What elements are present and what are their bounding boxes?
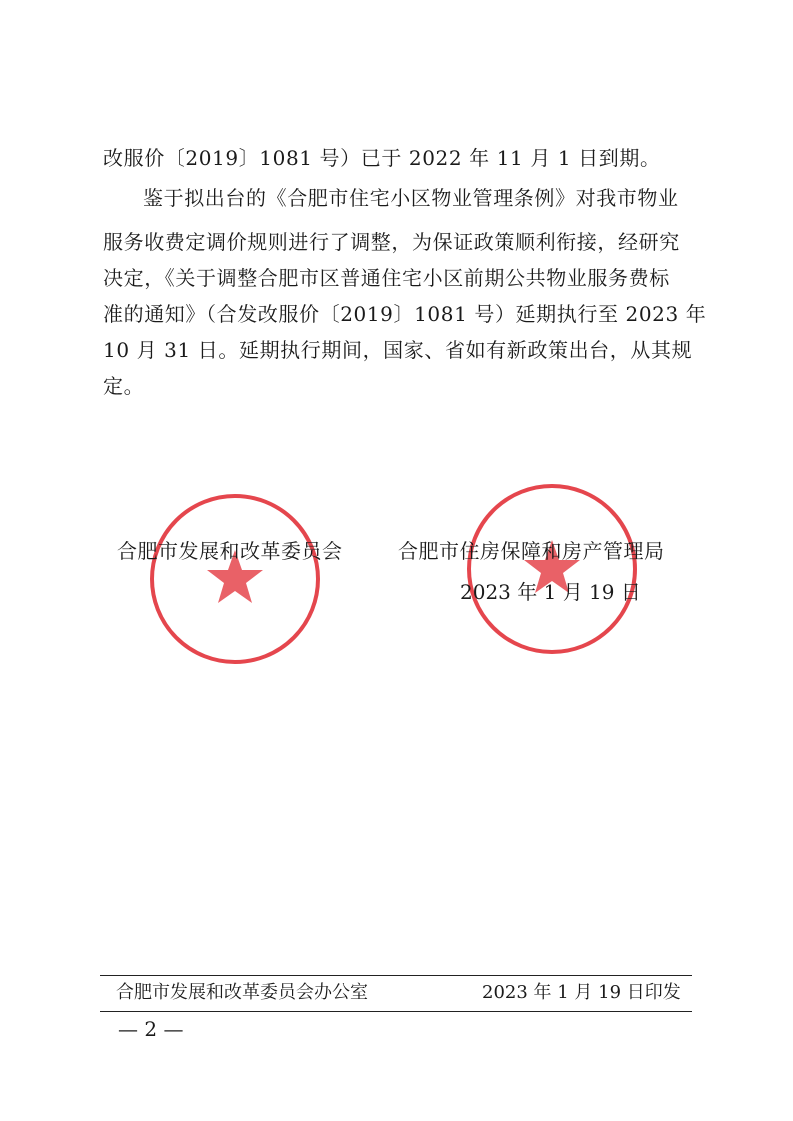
body-line-3: 服务收费定调价规则进行了调整，为保证政策顺利衔接，经研究 xyxy=(103,230,680,254)
page-number: — 2 — xyxy=(118,1017,184,1041)
body-line-2: 鉴于拟出台的《合肥市住宅小区物业管理条例》对我市物业 xyxy=(143,186,679,210)
footer-divider-bottom xyxy=(100,1011,692,1012)
body-line-6: 10 月 31 日。延期执行期间，国家、省如有新政策出台，从其规 xyxy=(103,338,693,362)
body-line-5: 准的通知》（合发改服价〔2019〕1081 号）延期执行至 2023 年 xyxy=(103,302,707,326)
issuer-development-reform-commission: 合肥市发展和改革委员会 xyxy=(117,539,343,563)
seal-star-icon xyxy=(154,498,316,660)
official-seal-housing-bureau xyxy=(467,484,637,654)
footer-divider-top xyxy=(100,975,692,976)
seal-star-icon xyxy=(471,488,633,650)
body-line-7: 定。 xyxy=(103,374,145,398)
issue-date: 2023 年 1 月 19 日 xyxy=(460,580,641,604)
footer-print-date: 2023 年 1 月 19 日印发 xyxy=(482,982,681,1003)
official-seal-development-reform xyxy=(150,494,320,664)
footer-issuing-office: 合肥市发展和改革委员会办公室 xyxy=(116,982,368,1003)
body-line-1: 改服价〔2019〕1081 号）已于 2022 年 11 月 1 日到期。 xyxy=(103,146,661,170)
issuer-housing-bureau: 合肥市住房保障和房产管理局 xyxy=(398,539,665,563)
body-line-4: 决定，《关于调整合肥市区普通住宅小区前期公共物业服务费标 xyxy=(103,266,670,290)
